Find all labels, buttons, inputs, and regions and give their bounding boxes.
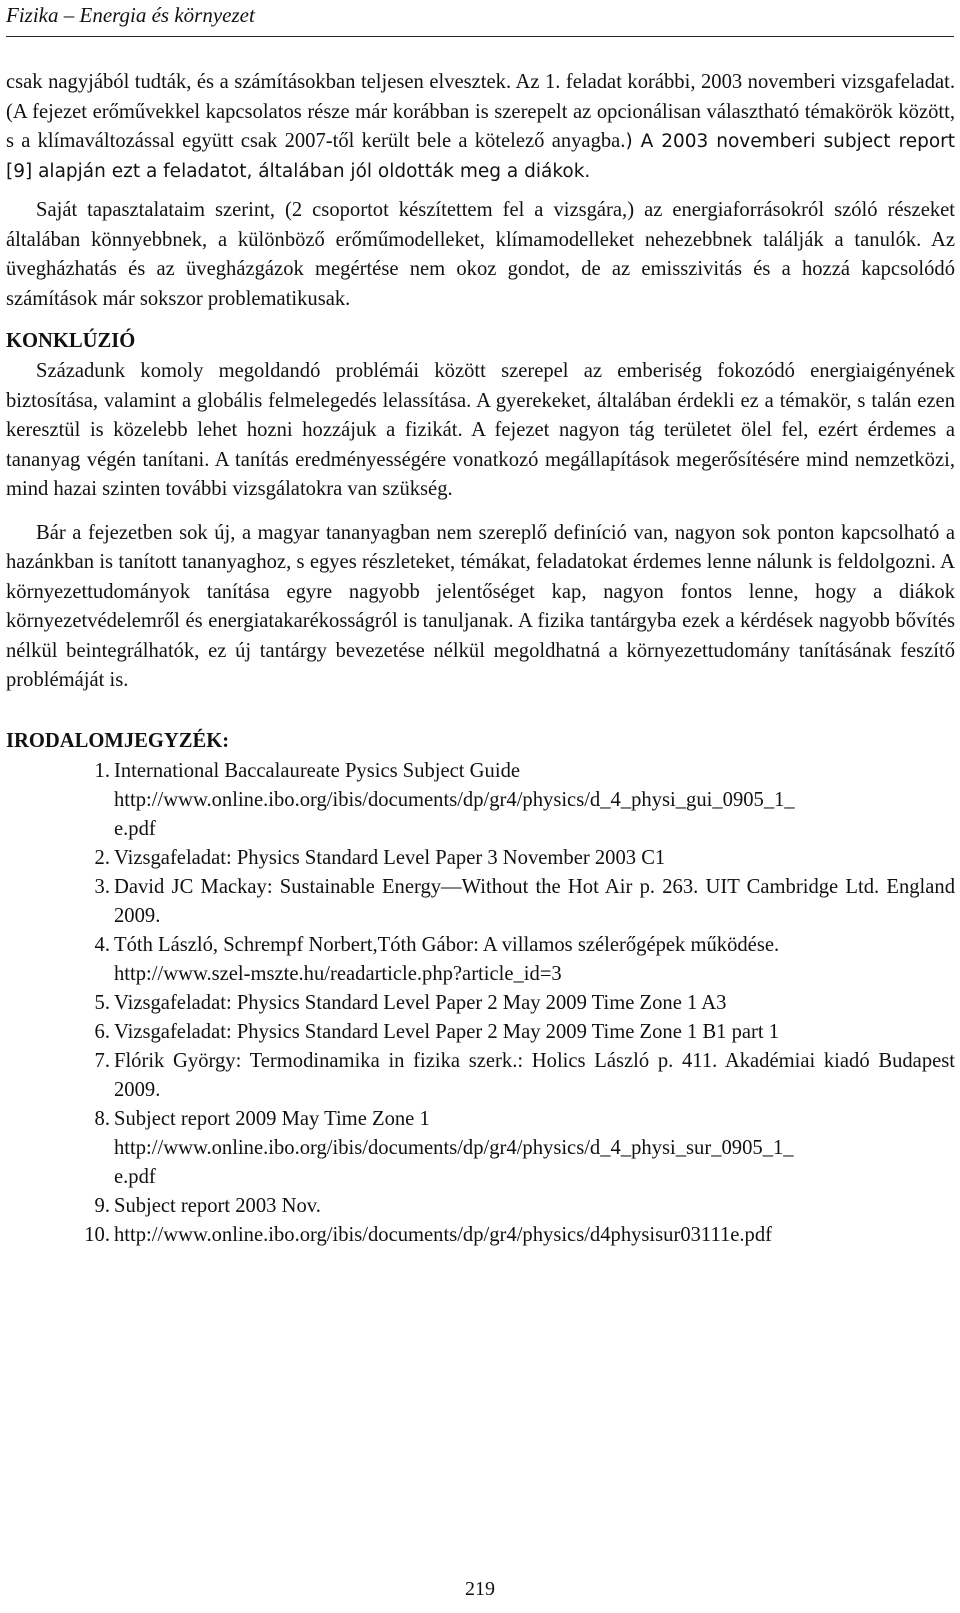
header-divider	[6, 36, 954, 37]
reference-item	[6, 1047, 955, 1105]
reference-item	[6, 844, 955, 873]
paragraph-conclusion: Századunk komoly megoldandó problémái között szerepel az emberiség fokozódó energiaigényének biztosítása, valamint a globális felmelegedés lelassítása. A gyerekeket, általában érdekli ez a témakör, s talán ezen keresztül is közelebb lehet hozni hozzájuk a fizikát. A fejezet nagyon tág területet ölel fel, ezért érdemes a tananyag végén tanítani. A tanítás eredményességére vonatkozó megállapítások megerősítésére mind nemzetközi, mind hazai szinten további vizsgálatokra van szükség.	[6, 360, 955, 500]
reference-text: http://www.online.ibo.org/ibis/documents/dp/gr4/physics/d_4_physi_sur_0905_1_	[114, 1136, 794, 1159]
reference-number: 4.	[94, 933, 110, 956]
reference-item	[6, 873, 955, 931]
reference-text: Flórik György: Termodinamika in fizika szerk.: Holics László p. 411. Akadémiai kiadó Budapest 2009.	[114, 1049, 955, 1101]
reference-text: e.pdf	[114, 1165, 156, 1188]
reference-text: http://www.szel-mszte.hu/readarticle.php?article_id=3	[114, 962, 562, 985]
document-body	[6, 68, 955, 1250]
paragraph-curriculum: Bár a fejezetben sok új, a magyar tananyagban nem szereplő definíció van, nagyon sok ponton kapcsolható a hazánkban is tanított tananyaghoz, s egyes részleteket, témákat, feladatokat érdemes lenne nálunk is feldolgozni. A környezettudományok tanítása egyre nagyobb jelentőséget kap, nagyon fontos lenne, hogy a diákok környezetvédelemről és energiatakarékosságról is tanuljanak. A fizika tantárgyba ezek a kérdések nagyobb bővítés nélkül beintegrálhatók, ez új tantárgy bevezetése nélkül megoldhatná a környezettudomány tanításának feszítő problémáját is.	[6, 521, 955, 691]
reference-item	[6, 757, 955, 844]
reference-list	[6, 757, 955, 1250]
page-number: 219	[465, 1578, 495, 1600]
reference-number: 5.	[94, 991, 110, 1014]
reference-text: Vizsgafeladat: Physics Standard Level Paper 2 May 2009 Time Zone 1 B1 part 1	[114, 1020, 780, 1043]
reference-number: 9.	[94, 1194, 110, 1217]
reference-text: Vizsgafeladat: Physics Standard Level Paper 3 November 2003 C1	[114, 846, 666, 869]
reference-item	[6, 931, 955, 989]
paragraph-intro-sans: ) A 2003 novemberi subject report [9] alapján ezt a feladatot, általában jól oldották meg a diákok.	[6, 131, 955, 182]
reference-text: e.pdf	[114, 817, 156, 840]
reference-number: 2.	[94, 846, 110, 869]
reference-number: 6.	[94, 1020, 110, 1043]
reference-number: 1.	[94, 759, 110, 782]
reference-item	[6, 989, 955, 1018]
section-heading-references: IRODALOMJEGYZÉK:	[6, 729, 230, 752]
reference-number: 3.	[94, 875, 110, 898]
section-heading-conclusion: KONKLÚZIÓ	[6, 330, 136, 352]
reference-item	[6, 1105, 955, 1192]
reference-item	[6, 1221, 955, 1250]
reference-text: Subject report 2009 May Time Zone 1	[114, 1107, 430, 1130]
paragraph-experience: Saját tapasztalataim szerint, (2 csoportot készítettem fel a vizsgára,) az energiaforrásokról szóló részeket általában könnyebbnek, a különböző erőműmodelleket, klímamodelleket nehezebbnek találják a tanulók. Az üvegházhatás és az üvegházgázok megértése nem okoz gondot, de az emisszivitás és a hozzá kapcsolódó számítások már sokszor problematikusak.	[6, 199, 955, 310]
reference-text: David JC Mackay: Sustainable Energy—Without the Hot Air p. 263. UIT Cambridge Ltd. England 2009.	[114, 875, 955, 927]
reference-text: International Baccalaureate Pysics Subject Guide	[114, 759, 521, 782]
reference-item	[6, 1018, 955, 1047]
reference-text: http://www.online.ibo.org/ibis/documents/dp/gr4/physics/d4physisur03111e.pdf	[114, 1223, 773, 1246]
paragraph-intro	[6, 68, 955, 186]
reference-item	[6, 1192, 955, 1221]
reference-text: Tóth László, Schrempf Norbert,Tóth Gábor: A villamos szélerőgépek működése.	[114, 933, 780, 956]
reference-number: 8.	[94, 1107, 110, 1130]
paragraph-intro-serif: csak nagyjából tudták, és a számításokban teljesen elvesztek. Az 1. feladat korábbi, 2003 novemberi vizsgafeladat. (A fejezet erőművekkel kapcsolatos része már korábban is szerepelt az opcionálisan választható témakörök között, s a klímaváltozással együtt csak 2007-től került bele a kötelező anyagba.	[6, 71, 955, 152]
reference-number: 10.	[84, 1223, 110, 1246]
running-header-title: Fizika – Energia és környezet	[6, 3, 255, 27]
reference-text: Vizsgafeladat: Physics Standard Level Paper 2 May 2009 Time Zone 1 A3	[114, 991, 727, 1014]
reference-text: http://www.online.ibo.org/ibis/documents/dp/gr4/physics/d_4_physi_gui_0905_1_	[114, 788, 795, 811]
reference-number: 7.	[94, 1049, 110, 1072]
reference-text: Subject report 2003 Nov.	[114, 1194, 321, 1217]
